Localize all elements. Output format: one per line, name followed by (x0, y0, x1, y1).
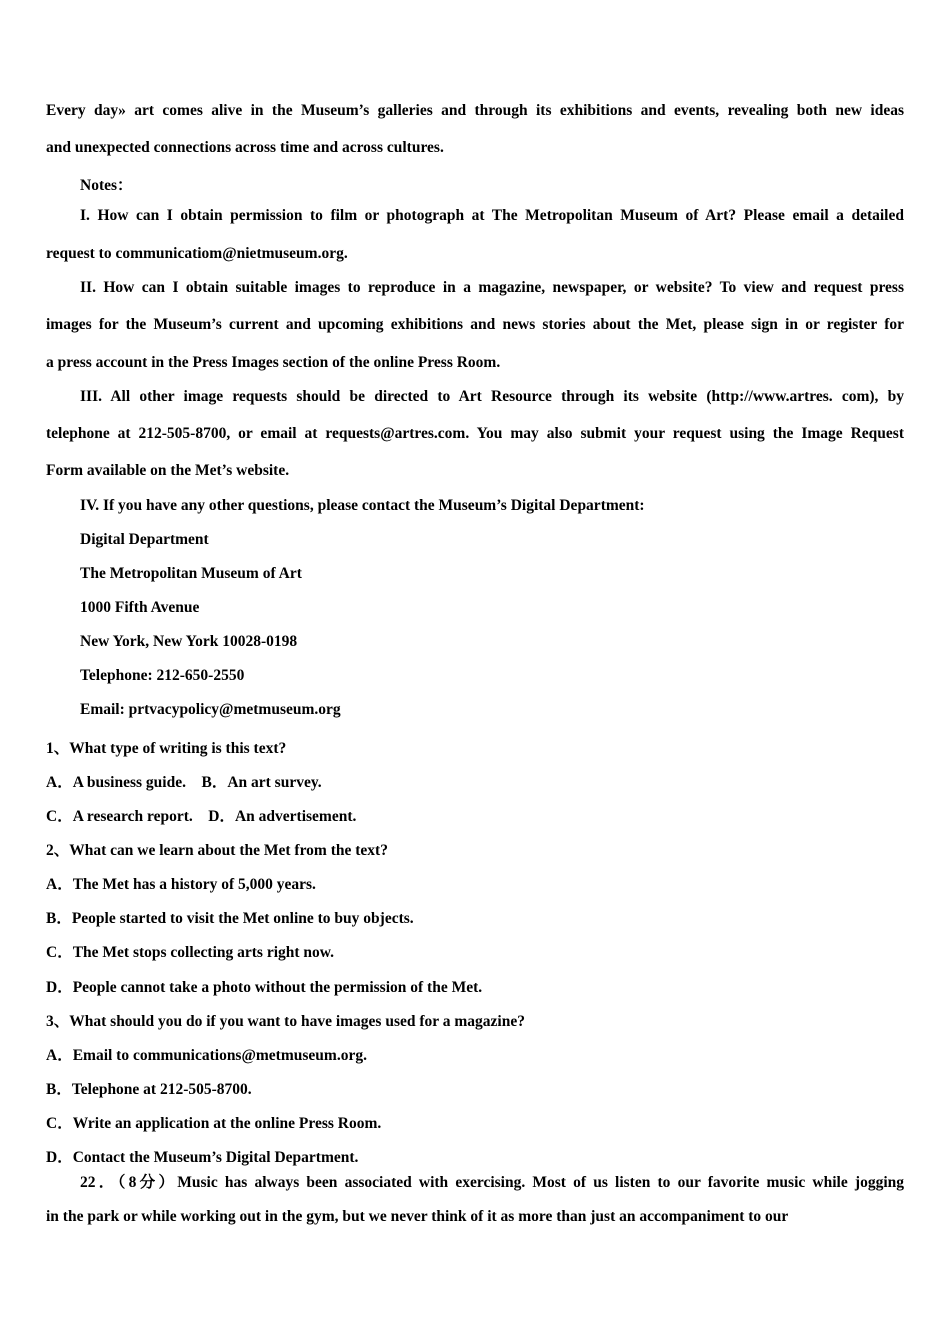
contact-street: 1000 Fifth Avenue (80, 599, 200, 616)
question-2: 2、What can we learn about the Met from the text? (46, 842, 388, 859)
intro-line-2: and unexpected connections across time and across cultures. (46, 139, 444, 156)
question-2-option-c: C．The Met stops collecting arts right now. (46, 944, 335, 961)
question-3-option-d: D．Contact the Museum’s Digital Department. (46, 1149, 359, 1166)
intro-line-1: Every day» art comes alive in the Museum’s galleries and through its exhibitions and events, revealing both new ideas (46, 102, 904, 119)
contact-museum: The Metropolitan Museum of Art (80, 565, 302, 582)
question-2-option-a: A．The Met has a history of 5,000 years. (46, 876, 316, 893)
question-3-option-b: B．Telephone at 212-505-8700. (46, 1081, 252, 1098)
passage-22-line-2: in the park or while working out in the gym, but we never think of it as more than just an accompaniment to our (46, 1208, 789, 1225)
contact-telephone: Telephone: 212-650-2550 (80, 667, 245, 684)
note-3-line-2: telephone at 212-505-8700, or email at requests@artres.com. You may also submit your request using the Image Request (46, 425, 904, 442)
question-3: 3、What should you do if you want to have images used for a magazine? (46, 1013, 525, 1030)
contact-email: Email: prtvacypolicy@metmuseum.org (80, 701, 341, 718)
note-2-line-3: a press account in the Press Images section of the online Press Room. (46, 354, 501, 371)
question-1: 1、What type of writing is this text? (46, 740, 287, 757)
passage-22-line-1: 22．（8分）Music has always been associated with exercising. Most of us listen to our favorite music while jogging (80, 1174, 904, 1191)
question-1-options-ab: A．A business guide. B．An art survey. (46, 774, 322, 791)
note-3-line-3: Form available on the Met’s website. (46, 462, 290, 479)
contact-department: Digital Department (80, 531, 209, 548)
contact-city: New York, New York 10028-0198 (80, 633, 298, 650)
note-3-line-1: III. All other image requests should be directed to Art Resource through its website (http://www.artres. com), by (80, 388, 904, 405)
question-2-option-b: B．People started to visit the Met online to buy objects. (46, 910, 414, 927)
note-4: IV. If you have any other questions, please contact the Museum’s Digital Department: (80, 497, 645, 514)
note-2-line-2: images for the Museum’s current and upcoming exhibitions and news stories about the Met, please sign in or register for (46, 316, 904, 333)
question-3-option-c: C．Write an application at the online Press Room. (46, 1115, 382, 1132)
note-1-line-2: request to communicatiom@nietmuseum.org. (46, 245, 348, 262)
note-1-line-1: I. How can I obtain permission to film or photograph at The Metropolitan Museum of Art? Please email a detailed (80, 207, 904, 224)
question-3-option-a: A．Email to communications@metmuseum.org. (46, 1047, 367, 1064)
question-1-options-cd: C．A research report. D．An advertisement. (46, 808, 357, 825)
note-2-line-1: II. How can I obtain suitable images to reproduce in a magazine, newspaper, or website? To view and request press (80, 279, 904, 296)
question-2-option-d: D．People cannot take a photo without the permission of the Met. (46, 979, 483, 996)
notes-title: Notes： (80, 177, 133, 194)
